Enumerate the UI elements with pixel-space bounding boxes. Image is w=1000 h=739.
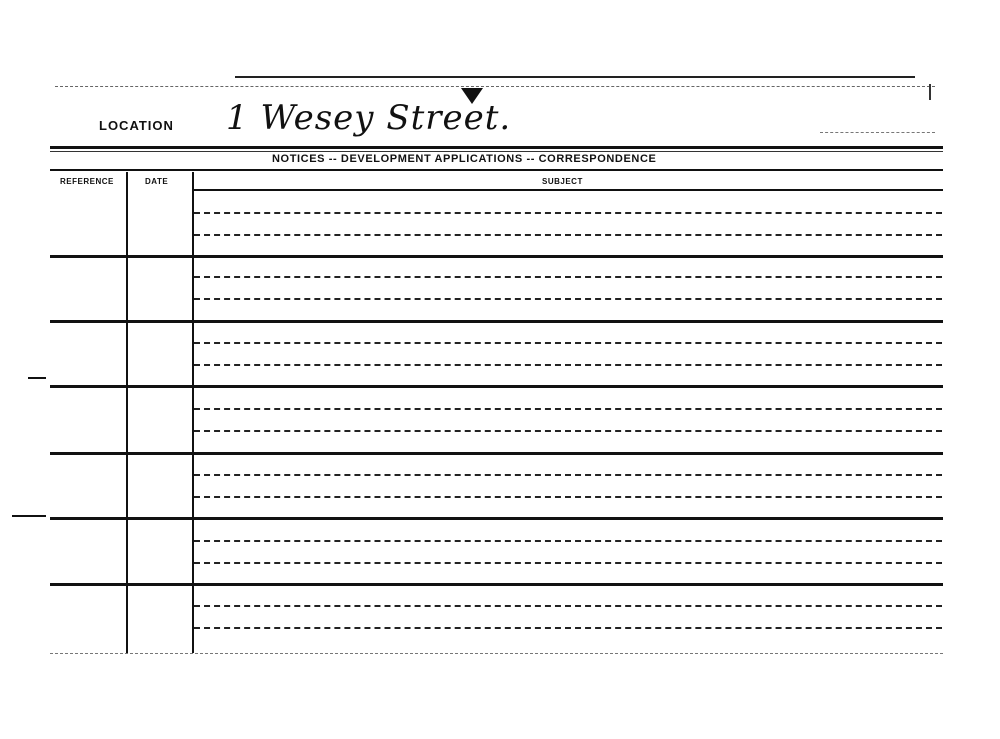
subject-line xyxy=(194,562,942,564)
subject-line xyxy=(194,234,942,236)
subject-line xyxy=(194,540,942,542)
location-dashed-line xyxy=(820,132,935,133)
subject-line xyxy=(194,276,942,278)
subject-line xyxy=(194,605,942,607)
row-divider xyxy=(50,255,943,258)
location-rule-thin xyxy=(50,151,943,152)
subject-line xyxy=(194,496,942,498)
margin-mark xyxy=(28,377,46,379)
section-title: NOTICES -- DEVELOPMENT APPLICATIONS -- CORRESPONDENCE xyxy=(272,153,657,165)
column-divider-date-subject xyxy=(192,172,194,653)
location-label: LOCATION xyxy=(99,118,174,133)
column-divider-reference-date xyxy=(126,172,128,653)
bottom-dashed-edge xyxy=(50,653,943,654)
column-header-date: DATE xyxy=(145,177,169,186)
subject-line xyxy=(194,298,942,300)
margin-mark xyxy=(12,515,46,517)
row-divider xyxy=(50,517,943,520)
row-divider xyxy=(50,385,943,388)
subject-line xyxy=(194,364,942,366)
row-divider xyxy=(50,583,943,586)
row-divider xyxy=(50,320,943,323)
header-rule-bottom xyxy=(193,189,943,191)
header-rule-top xyxy=(50,169,943,171)
location-rule-thick xyxy=(50,146,943,149)
top-dashed-rule xyxy=(55,86,935,87)
subject-line xyxy=(194,342,942,344)
row-divider xyxy=(50,452,943,455)
subject-line xyxy=(194,627,942,629)
column-header-subject: SUBJECT xyxy=(542,177,583,186)
subject-line xyxy=(194,408,942,410)
subject-line xyxy=(194,474,942,476)
subject-line xyxy=(194,430,942,432)
top-rule xyxy=(235,76,915,78)
location-value-handwritten: 1 Wesey Street. xyxy=(226,98,512,138)
column-header-reference: REFERENCE xyxy=(60,177,114,186)
edge-tick-mark xyxy=(929,84,931,100)
subject-line xyxy=(194,212,942,214)
